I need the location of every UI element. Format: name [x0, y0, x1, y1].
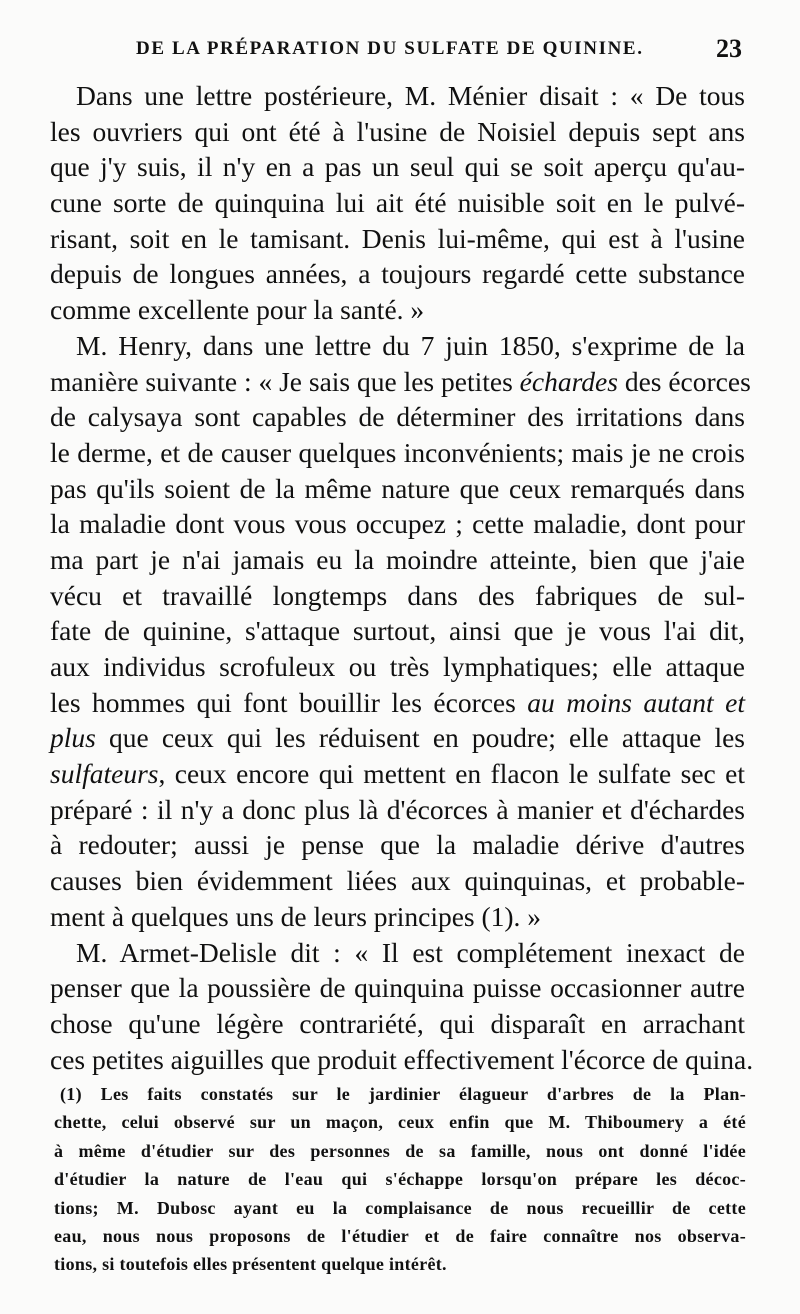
body-line: vécu et travaillé longtemps dans des fabriques de sul- [50, 579, 745, 611]
body-line: préparé : il n'y a donc plus là d'écorces à manier et d'échardes [50, 793, 745, 825]
body-line: ma part je n'ai jamais eu la moindre atteinte, bien que j'aie [50, 543, 745, 575]
body-line: ces petites aiguilles que produit effectivement l'écorce de quina. [50, 1043, 754, 1075]
body-line: chose qu'une légère contrariété, qui disparaît en arrachant [50, 1007, 745, 1039]
running-head-title: DE LA PRÉPARATION DU SULFATE DE QUININE. [136, 38, 644, 59]
body-line: aux individus scrofuleux ou très lymphatiques; elle attaque [50, 651, 745, 682]
body-line: les hommes qui font bouillir les écorces au moins autant et [50, 686, 745, 718]
body-line: manière suivante : « Je sais que les petites échardes des écorces [50, 365, 751, 397]
body-text [50, 78, 754, 1077]
footnote-line: (1) Les faits constatés sur le jardinier élagueur d'arbres de la Plan- [60, 1084, 746, 1104]
body-line: que j'y suis, il n'y en a pas un seul qui se soit aperçu qu'au- [50, 151, 745, 183]
body-line: M. Henry, dans une lettre du 7 juin 1850, s'exprime de la [76, 329, 745, 361]
running-head [136, 34, 746, 68]
body-line: plus que ceux qui les réduisent en poudre; elle attaque les [50, 722, 745, 754]
body-line: depuis de longues années, a toujours regardé cette substance [50, 258, 745, 290]
body-line: cune sorte de quinquina lui ait été nuisible soit en le pulvé- [50, 187, 745, 219]
body-line: risant, soit en le tamisant. Denis lui-même, qui est à l'usine [50, 222, 745, 254]
italic-text: échardes [519, 365, 618, 397]
body-line: les ouvriers qui ont été à l'usine de Noisiel depuis sept ans [50, 115, 745, 147]
footnote-line: chette, celui observé sur un maçon, ceux enfin que M. Thiboumery a été [54, 1112, 746, 1133]
body-line: comme excellente pour la santé. » [50, 294, 425, 326]
footnote-line: tions; M. Dubosc ayant eu la complaisance de nous recueillir de cette [54, 1197, 746, 1218]
body-line: penser que la poussière de quinquina puisse occasionner autre [50, 972, 745, 1004]
body-line: à redouter; aussi je pense que la maladie dérive d'autres [50, 829, 745, 861]
body-line: M. Armet-Delisle dit : « Il est complétement inexact de [76, 936, 745, 968]
body-line: de calysaya sont capables de déterminer des irritations dans [50, 401, 745, 433]
body-line: la maladie dont vous vous occupez ; cette maladie, dont pour [50, 508, 745, 540]
footnote-line: eau, nous nous proposons de l'étudier et de faire connaître nos observa- [54, 1225, 746, 1246]
italic-text: plus [50, 722, 96, 754]
body-line: fate de quinine, s'attaque surtout, ainsi que je vous l'ai dit, [50, 615, 745, 647]
footnote-line: tions, si toutefois elles présentent quelque intérêt. [54, 1254, 447, 1275]
footnote-line: d'étudier la nature de l'eau qui s'échappe lorsqu'on prépare les décoc- [54, 1169, 746, 1190]
body-line: Dans une lettre postérieure, M. Ménier disait : « De tous [76, 80, 745, 111]
page-number: 23 [716, 34, 742, 63]
body-line: causes bien évidemment liées aux quinquinas, et probable- [50, 865, 745, 897]
italic-text: au moins autant et [527, 686, 745, 718]
body-line: ment à quelques uns de leurs principes (1). » [50, 900, 542, 932]
italic-text: sulfateurs [50, 758, 159, 790]
footnote [54, 1080, 746, 1279]
footnote-line: à même d'étudier sur des personnes de sa famille, nous ont donné l'idée [54, 1140, 746, 1161]
body-line: sulfateurs, ceux encore qui mettent en flacon le sulfate sec et [50, 758, 745, 790]
body-line: le derme, et de causer quelques inconvénients; mais je ne crois [50, 436, 745, 468]
body-line: pas qu'ils soient de la même nature que ceux remarqués dans [50, 472, 745, 504]
